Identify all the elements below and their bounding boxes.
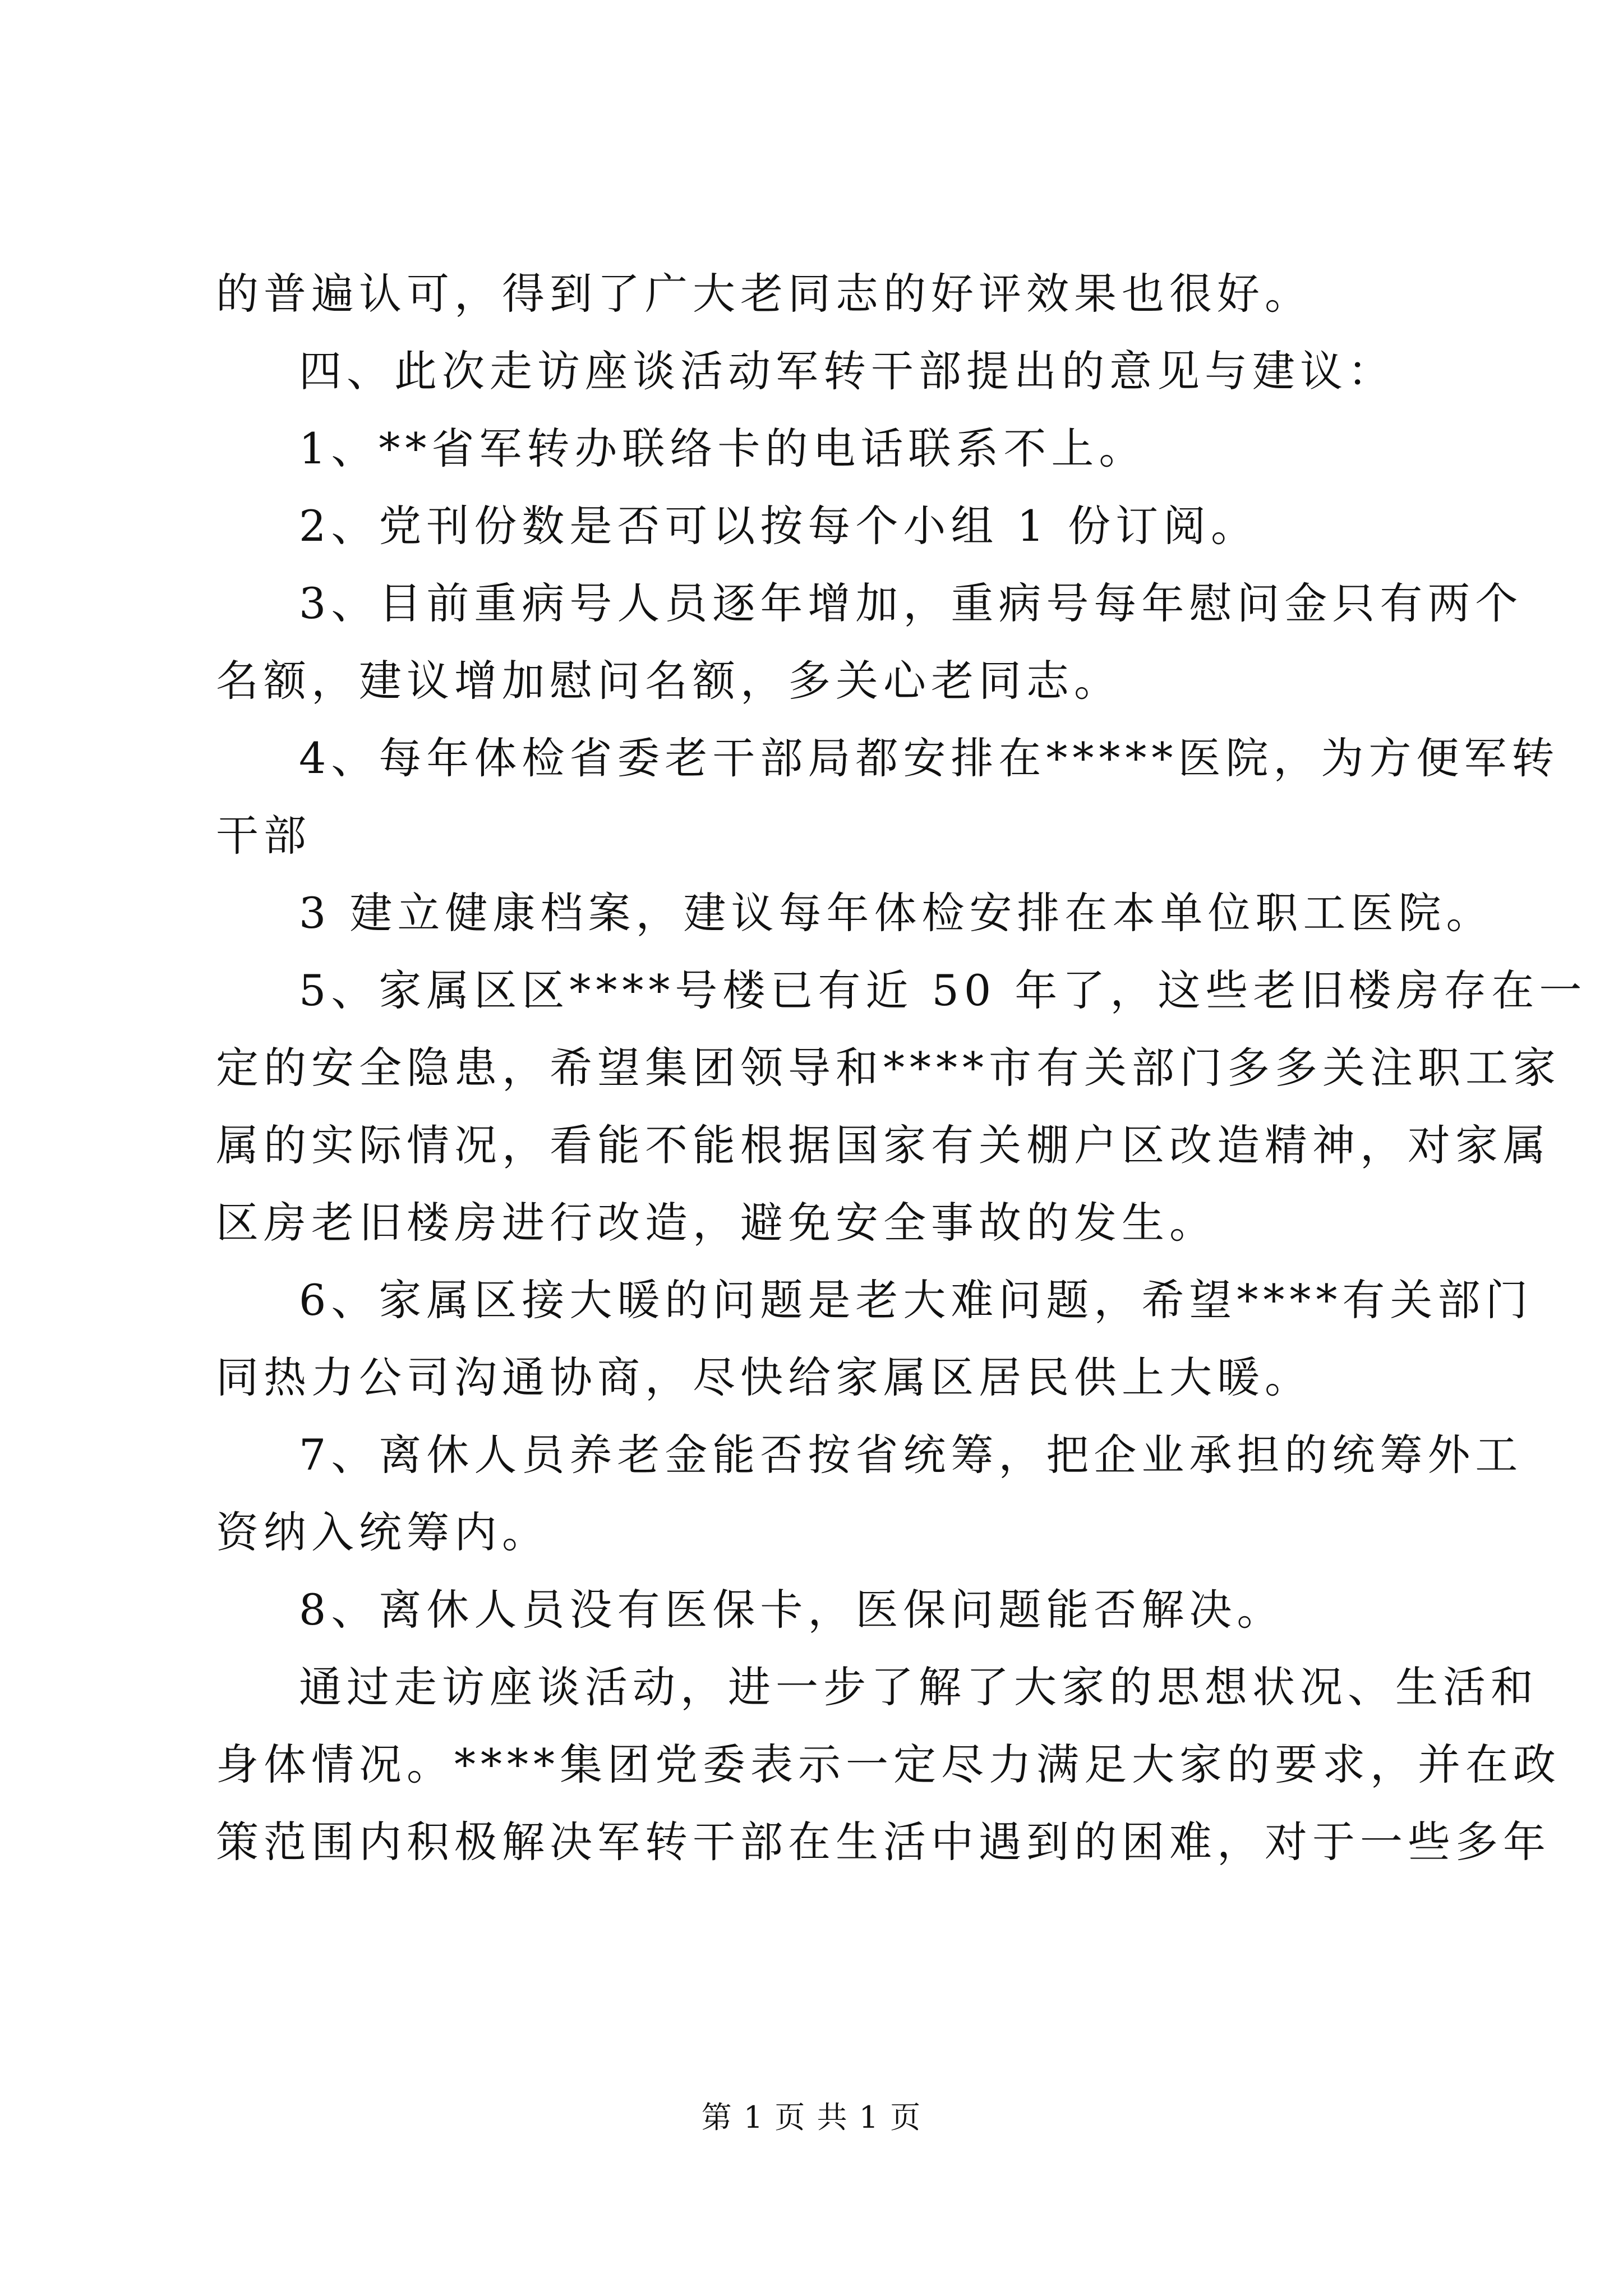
paragraph-line: 四、此次走访座谈活动军转干部提出的意见与建议：: [299, 346, 1395, 396]
paragraph-line: 7、离休人员养老金能否按省统筹，把企业承担的统筹外工: [299, 1430, 1523, 1480]
paragraph-line: 名额，建议增加慰问名额，多关心老同志。: [216, 656, 1122, 706]
paragraph-line: 3 建立健康档案，建议每年体检安排在本单位职工医院。: [299, 888, 1494, 938]
paragraph-line: 区房老旧楼房进行改造，避免安全事故的发生。: [216, 1198, 1217, 1248]
paragraph-line: 4、每年体检省委老干部局都安排在*****医院，为方便军转: [299, 733, 1560, 783]
paragraph-line: 2、党刊份数是否可以按每个小组 1 份订阅。: [299, 501, 1259, 551]
paragraph-line: 8、离休人员没有医保卡，医保问题能否解决。: [299, 1585, 1285, 1635]
paragraph-line: 通过走访座谈活动，进一步了解了大家的思想状况、生活和: [299, 1662, 1538, 1712]
paragraph-line: 身体情况。****集团党委表示一定尽力满足大家的要求，并在政: [216, 1740, 1561, 1789]
paragraph-line: 同热力公司沟通协商，尽快给家属区居民供上大暖。: [216, 1352, 1312, 1402]
paragraph-line: 6、家属区接大暖的问题是老大难问题，希望****有关部门: [299, 1275, 1533, 1325]
paragraph-line: 5、家属区区****号楼已有近 50 年了，这些老旧楼房存在一: [299, 965, 1587, 1015]
paragraph-line: 的普遍认可，得到了广大老同志的好评效果也很好。: [216, 269, 1312, 319]
paragraph-line: 3、目前重病号人员逐年增加，重病号每年慰问金只有两个: [299, 578, 1523, 628]
document-body: [216, 255, 1587, 1881]
paragraph-line: 定的安全隐患，希望集团领导和****市有关部门多多关注职工家: [216, 1043, 1561, 1093]
paragraph-line: 资纳入统筹内。: [216, 1507, 550, 1557]
page-footer: 第 1 页 共 1 页: [701, 2100, 922, 2135]
paragraph-line: 1、**省军转办联络卡的电话联系不上。: [299, 424, 1147, 473]
paragraph-line: 属的实际情况，看能不能根据国家有关棚户区改造精神，对家属: [216, 1120, 1551, 1170]
paragraph-line: 策范围内积极解决军转干部在生活中遇到的困难，对于一些多年: [216, 1817, 1551, 1867]
paragraph-line: 干部: [216, 811, 311, 861]
